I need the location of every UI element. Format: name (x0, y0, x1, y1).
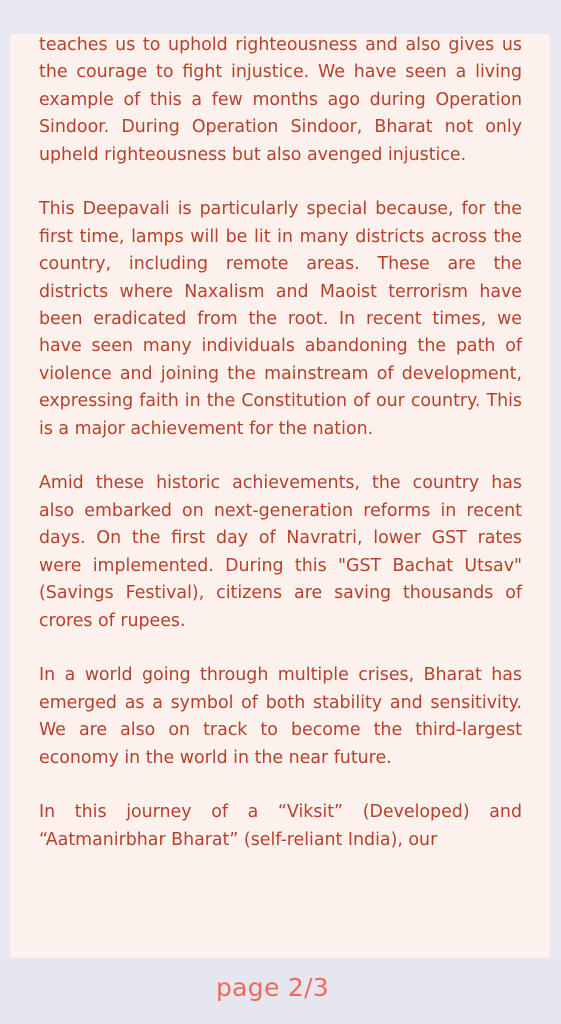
top-bar (0, 0, 561, 34)
paragraph: This Deepavali is particularly special because, for the first time, lamps will be lit in many districts across the country, including remote areas. These are the districts where Naxalism and Maoist terrorism have been eradicated from the root. In recent times, we have seen many individuals abandoning the path of violence and joining the mainstream of development, expressing faith in the Constitution of our country. This is a major achievement for the nation. (39, 199, 522, 439)
paragraph: teaches us to uphold righteousness and also gives us the courage to fight injustice. We have seen a living example of this a few months ago during Operation Sindoor. During Operation Sindoor, Bharat not only upheld righteousness but also avenged injustice. (39, 35, 522, 165)
page-indicator: page 2/3 (215, 972, 330, 1002)
paragraph: Amid these historic achievements, the country has also embarked on next-generation reforms in recent days. On the first day of Navratri, lower GST rates were implemented. During this "GST Bachat Utsav" (Savings Festival), citizens are saving thousands of crores of rupees. (39, 473, 522, 631)
paragraph: In this journey of a “Viksit” (Developed) and “Aatmanirbhar Bharat” (self-reliant India), our (39, 802, 522, 850)
document-text (39, 34, 522, 882)
document-page[interactable] (10, 34, 550, 958)
paragraph: In a world going through multiple crises, Bharat has emerged as a symbol of both stability and sensitivity. We are also on track to become the third-largest economy in the world in the near future. (39, 665, 522, 768)
